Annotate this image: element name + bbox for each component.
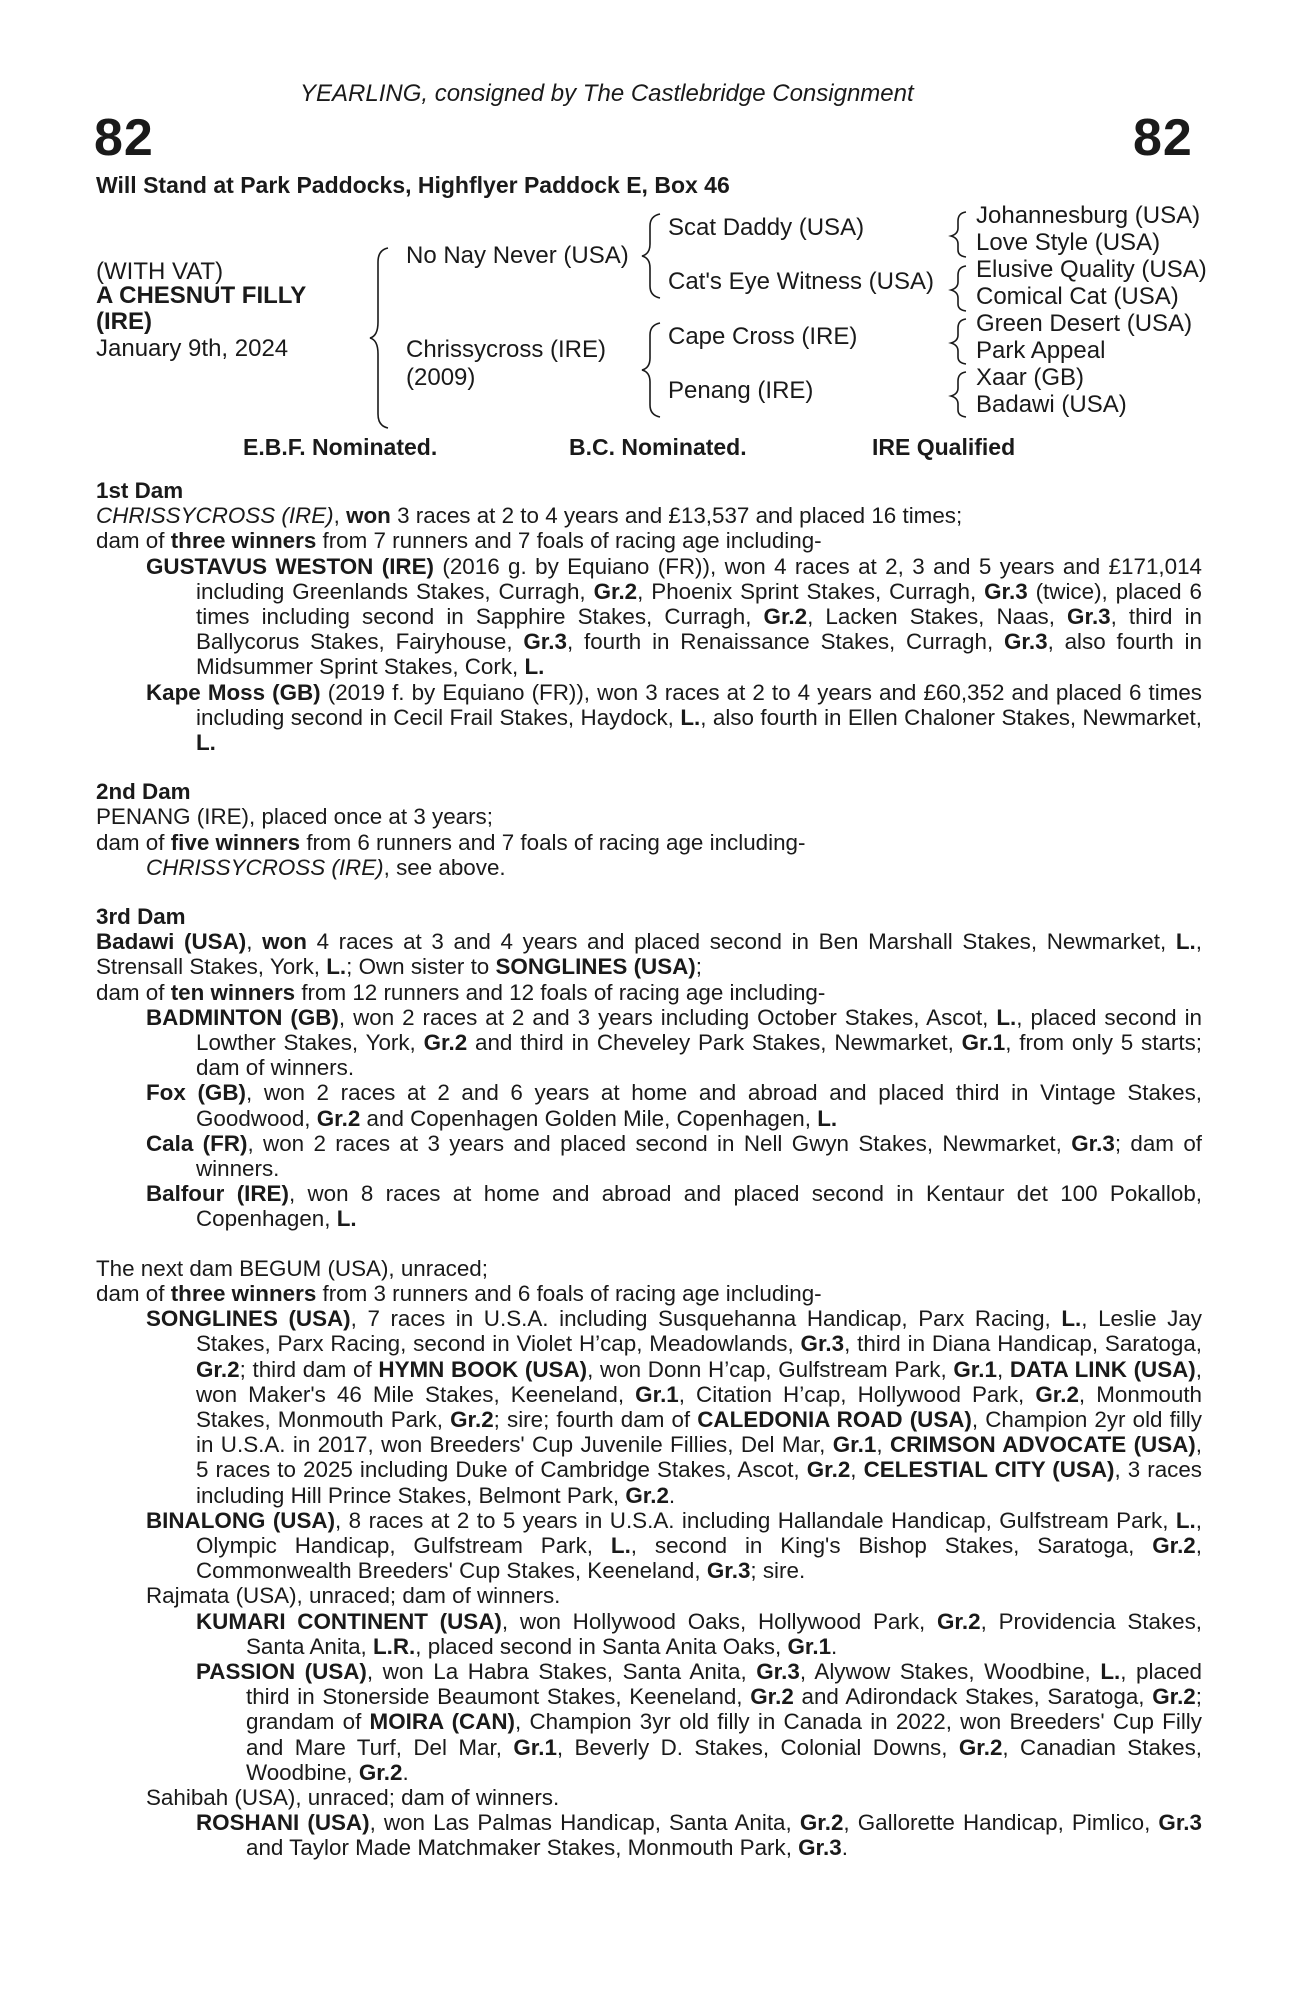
pedigree-ggp-6: Park Appeal [976,337,1106,364]
next-dam-produce-summary: dam of three winners from 3 runners and 6 foals of racing age including- [96,1280,822,1306]
third-dam-heading: 3rd Dam [96,904,186,930]
next-dam-intro: The next dam BEGUM (USA), unraced; [96,1255,488,1281]
vat-status: (WITH VAT) [96,258,224,285]
pedigree-ggp-3: Elusive Quality (USA) [976,256,1207,283]
produce-gustavus-weston: GUSTAVUS WESTON (IRE) (2016 g. by Equiano (FR)), won 4 races at 2, 3 and 5 years and £171,014 including Greenlands Stakes, Curragh, Gr.2, Phoenix Sprint Stakes, Curragh, Gr.3 (twice), placed 6 times including second in Sapphire Stakes, Curragh, Gr.2, Lacken Stakes, Naas, Gr.3, third in Ballycorus Stakes, Fairyhouse, Gr.3, fourth in Renaissance Stakes, Curragh, Gr.3, also fourth in Midsummer Sprint Stakes, Cork, L. [146,553,1203,680]
first-dam-intro: CHRISSYCROSS (IRE), won 3 races at 2 to 4 years and £13,537 and placed 16 times; [96,503,963,529]
pedigree-ggp-2: Love Style (USA) [976,229,1161,256]
ebf-nomination: E.B.F. Nominated. [243,434,438,460]
horse-name-line2: (IRE) [96,308,152,335]
produce-passion: PASSION (USA), won La Habra Stakes, Santa Anita, Gr.3, Alywow Stakes, Woodbine, L., placed third in Stonerside Beaumont Stakes, Keeneland, Gr.2 and Adirondack Stakes, Saratoga, Gr.2; grandam of MOIRA (CAN), Champion 3yr old filly in Canada in 2022, won Breeders' Cup Filly and Mare Turf, Del Mar, Gr.1, Beverly D. Stakes, Colonial Downs, Gr.2, Canadian Stakes, Woodbine, Gr.2. [196,1658,1203,1785]
produce-rajmata: Rajmata (USA), unraced; dam of winners. [146,1583,561,1609]
produce-sahibah: Sahibah (USA), unraced; dam of winners. [146,1784,560,1810]
pedigree-sire-sire: Scat Daddy (USA) [668,214,865,241]
first-dam-heading: 1st Dam [96,478,184,503]
produce-roshani: ROSHANI (USA), won Las Palmas Handicap, Santa Anita, Gr.2, Gallorette Handicap, Pimlico, Gr.3 and Taylor Made Matchmaker Stakes, Monmouth Park, Gr.3. [196,1810,1202,1861]
pedigree-dam-dam: Penang (IRE) [668,377,814,404]
pedigree-ggp-5: Green Desert (USA) [976,310,1193,337]
pedigree-dam-year: (2009) [406,364,476,391]
produce-balfour: Balfour (IRE), won 8 races at home and abroad and placed second in Kentaur det 100 Pokallob, Copenhagen, L. [146,1181,1203,1232]
produce-fox: Fox (GB), won 2 races at 2 and 6 years at home and abroad and placed third in Vintage Stakes, Goodwood, Gr.2 and Copenhagen Golden Mile, Copenhagen, L. [146,1080,1202,1131]
lot-number-right: 82 [1133,109,1193,167]
second-dam-produce-summary: dam of five winners from 6 runners and 7 foals of racing age including- [96,829,806,855]
second-dam-intro: PENANG (IRE), placed once at 3 years; [96,804,493,830]
pedigree-sire: No Nay Never (USA) [406,242,629,269]
produce-badminton: BADMINTON (GB), won 2 races at 2 and 3 years including October Stakes, Ascot, L., placed second in Lowther Stakes, York, Gr.2 and third in Cheveley Park Stakes, Newmarket, Gr.1, from only 5 starts; dam of winners. [146,1004,1202,1081]
produce-kape-moss: Kape Moss (GB) (2019 f. by Equiano (FR)), won 3 races at 2 to 4 years and £60,352 and placed 6 times including second in Cecil Frail Stakes, Haydock, L., also fourth in Ellen Chaloner Stakes, Newmarket, L. [146,679,1202,756]
consignor-line: YEARLING, consigned by The Castlebridge Consignment [300,80,914,107]
ire-qualified: IRE Qualified [872,434,1016,460]
pedigree-dam: Chrissycross (IRE) [406,336,607,363]
pedigree-ggp-7: Xaar (GB) [976,364,1085,391]
pedigree-sire-dam: Cat's Eye Witness (USA) [668,268,934,295]
foaling-date: January 9th, 2024 [96,335,289,362]
pedigree-dam-sire: Cape Cross (IRE) [668,323,858,350]
pedigree-ggp-1: Johannesburg (USA) [976,202,1201,229]
pedigree-ggp-8: Badawi (USA) [976,391,1127,418]
produce-kumari-continent: KUMARI CONTINENT (USA), won Hollywood Oaks, Hollywood Park, Gr.2, Providencia Stakes, Santa Anita, L.R., placed second in Santa Anita Oaks, Gr.1. [196,1608,1202,1659]
second-dam-reference: CHRISSYCROSS (IRE), see above. [146,854,506,880]
third-dam-produce-summary: dam of ten winners from 12 runners and 12 foals of racing age including- [96,979,826,1005]
lot-number-left: 82 [94,109,154,167]
catalogue-body [96,478,1202,1861]
second-dam-heading: 2nd Dam [96,779,191,805]
bc-nomination: B.C. Nominated. [569,434,747,460]
first-dam-produce-summary: dam of three winners from 7 runners and 7 foals of racing age including- [96,528,822,554]
produce-cala: Cala (FR), won 2 races at 3 years and placed second in Nell Gwyn Stakes, Newmarket, Gr.3; dam of winners. [146,1130,1203,1182]
produce-songlines: SONGLINES (USA), 7 races in U.S.A. including Susquehanna Handicap, Parx Racing, L., Leslie Jay Stakes, Parx Racing, second in Violet H’cap, Meadowlands, Gr.3, third in Diana Handicap, Saratoga, Gr.2; third dam of HYMN BOOK (USA), won Donn H’cap, Gulfstream Park, Gr.1, DATA LINK (USA), won Maker's 46 Mile Stakes, Keeneland, Gr.1, Citation H’cap, Hollywood Park, Gr.2, Monmouth Stakes, Monmouth Park, Gr.2; sire; fourth dam of CALEDONIA ROAD (USA), Champion 2yr old filly in U.S.A. in 2017, won Breeders' Cup Juvenile Fillies, Del Mar, Gr.1, CRIMSON ADVOCATE (USA), 5 races to 2025 including Duke of Cambridge Stakes, Ascot, Gr.2, CELESTIAL CITY (USA), 3 races including Hill Prince Stakes, Belmont Park, Gr.2. [146,1306,1202,1508]
produce-binalong: BINALONG (USA), 8 races at 2 to 5 years in U.S.A. including Hallandale Handicap, Gulfstream Park, L., Olympic Handicap, Gulfstream Park, L., second in King's Bishop Stakes, Saratoga, Gr.2, Commonwealth Breeders' Cup Stakes, Keeneland, Gr.3; sire. [146,1507,1202,1584]
horse-name-line1: A CHESNUT FILLY [96,282,307,309]
pedigree-ggp-4: Comical Cat (USA) [976,283,1179,310]
stabling-location: Will Stand at Park Paddocks, Highflyer Paddock E, Box 46 [96,172,730,198]
third-dam-intro: Badawi (USA), won 4 races at 3 and 4 years and placed second in Ben Marshall Stakes, Newmarket, L., Strensall Stakes, York, L.; Own sister to SONGLINES (USA); [96,929,1202,980]
